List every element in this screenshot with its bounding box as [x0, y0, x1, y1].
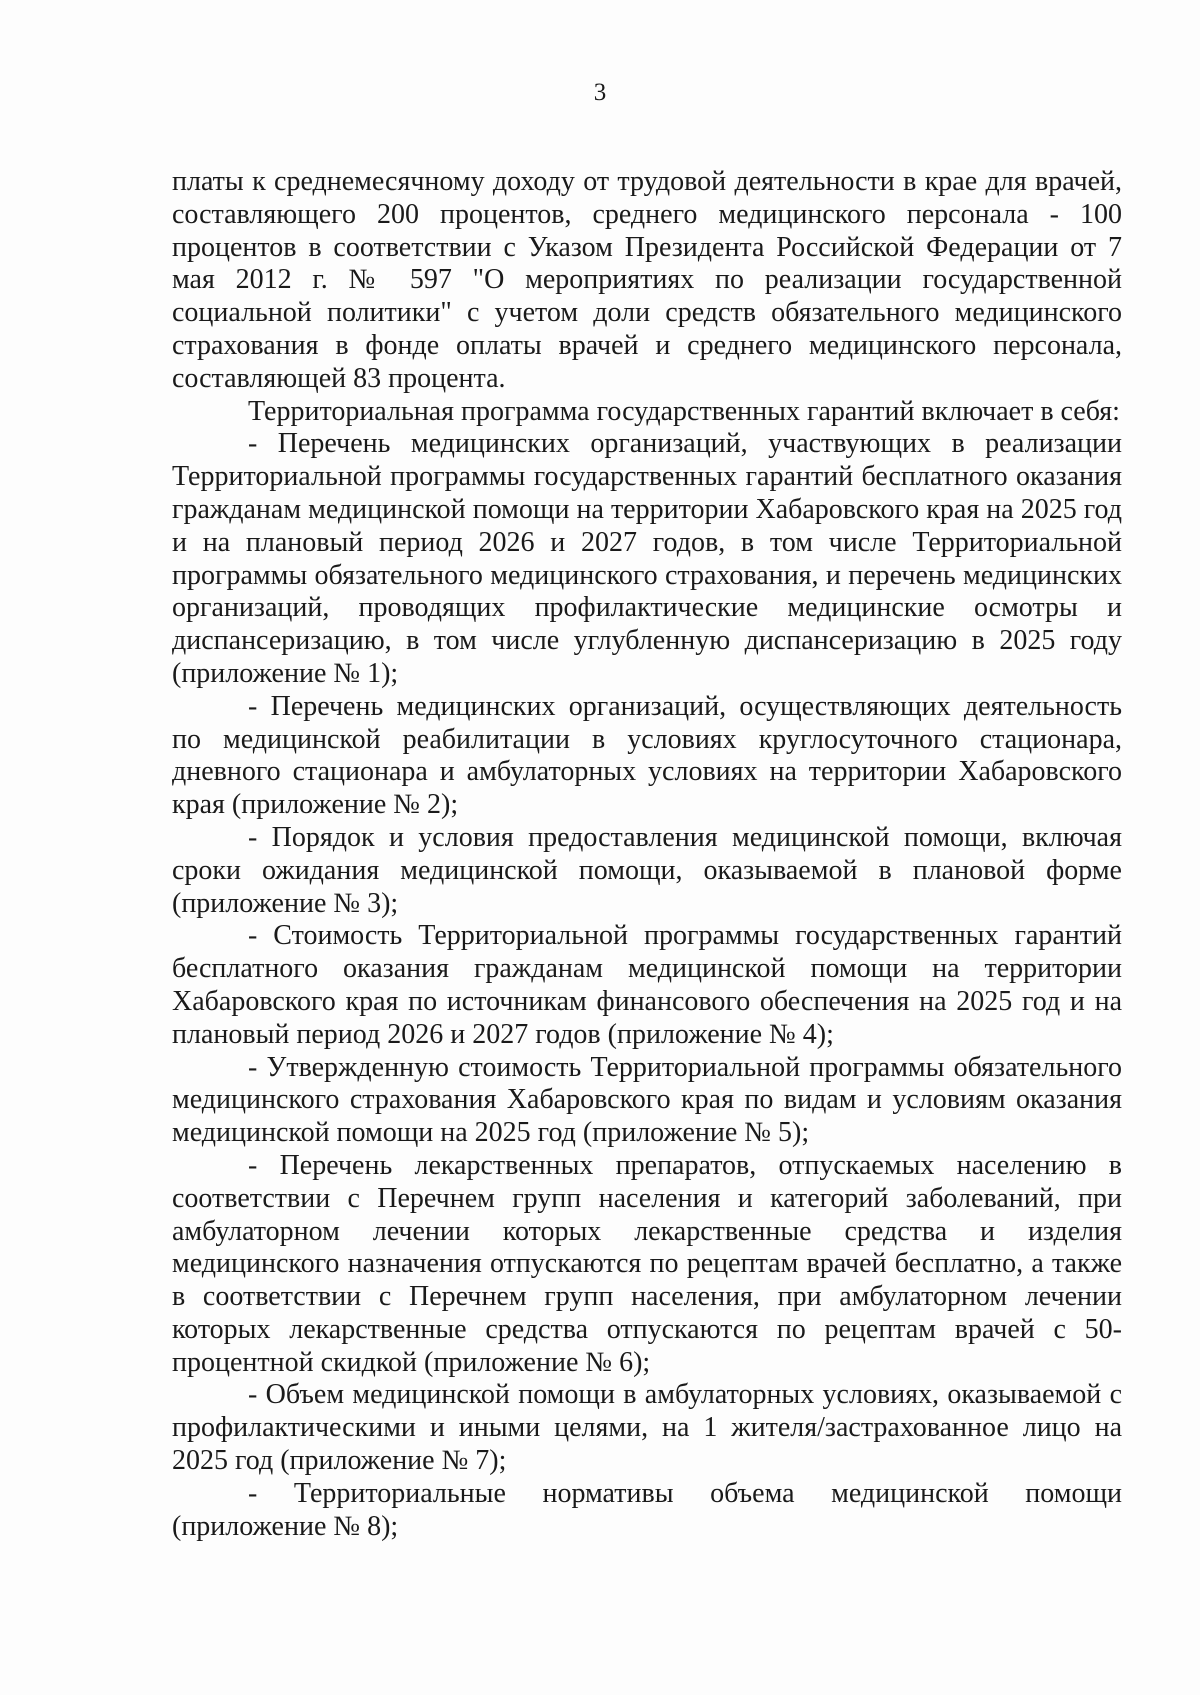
paragraph-continuation: платы к среднемесячному доходу от трудовой деятельности в крае для врачей, составляющего 200 процентов, среднего медицинского персонала - 100 процентов в соответствии с Указом Президента Российской Федерации от 7 мая 2012 г. № 597 "О мероприятиях по реализации государственной социальной политики" с учетом доли средств обязательного медицинского страхования в фонде оплаты врачей и среднего медицинского персонала, составляющей 83 процента.	[172, 166, 1122, 394]
list-item-appendix-2: - Перечень медицинских организаций, осуществляющих деятельность по медицинской реабилитации в условиях круглосуточного стационара, дневного стационара и амбулаторных условиях на территории Хабаровского края (приложение № 2);	[172, 690, 1122, 821]
document-body	[172, 166, 1122, 1543]
list-item-appendix-7: - Объем медицинской помощи в амбулаторных условиях, оказываемой с профилактическими и иными целями, на 1 жителя/застрахованное лицо на 2025 год (приложение № 7);	[172, 1379, 1122, 1477]
list-item-appendix-6: - Перечень лекарственных препаратов, отпускаемых населению в соответствии с Перечнем групп населения и категорий заболеваний, при амбулаторном лечении которых лекарственные средства и изделия медицинского назначения отпускаются по рецептам врачей бесплатно, а также в соответствии с Перечнем групп населения, при амбулаторном лечении которых лекарственные средства отпускаются по рецептам врачей с 50-процентной скидкой (приложение № 6);	[172, 1149, 1122, 1378]
list-item-appendix-4: - Стоимость Территориальной программы государственных гарантий бесплатного оказания гражданам медицинской помощи на территории Хабаровского края по источникам финансового обеспечения на 2025 год и на плановый период 2026 и 2027 годов (приложение № 4);	[172, 920, 1122, 1050]
list-item-appendix-1: - Перечень медицинских организаций, участвующих в реализации Территориальной программы государственных гарантий бесплатного оказания гражданам медицинской помощи на территории Хабаровского края на 2025 год и на плановый период 2026 и 2027 годов, в том числе Территориальной программы обязательного медицинского страхования, и перечень медицинских организаций, проводящих профилактические медицинские осмотры и диспансеризацию, в том числе углубленную диспансеризацию в 2025 году (приложение № 1);	[172, 428, 1122, 689]
paragraph-program-includes: Территориальная программа государственных гарантий включает в себя:	[248, 395, 1120, 427]
list-item-appendix-3: - Порядок и условия предоставления медицинской помощи, включая сроки ожидания медицинской помощи, оказываемой в плановой форме (приложение № 3);	[172, 821, 1122, 919]
list-item-appendix-5: - Утвержденную стоимость Территориальной программы обязательного медицинского страхования Хабаровского края по видам и условиям оказания медицинской помощи на 2025 год (приложение № 5);	[172, 1051, 1122, 1149]
list-item-appendix-8: - Территориальные нормативы объема медицинской помощи (приложение № 8);	[172, 1477, 1122, 1542]
page-number: 3	[593, 79, 607, 106]
